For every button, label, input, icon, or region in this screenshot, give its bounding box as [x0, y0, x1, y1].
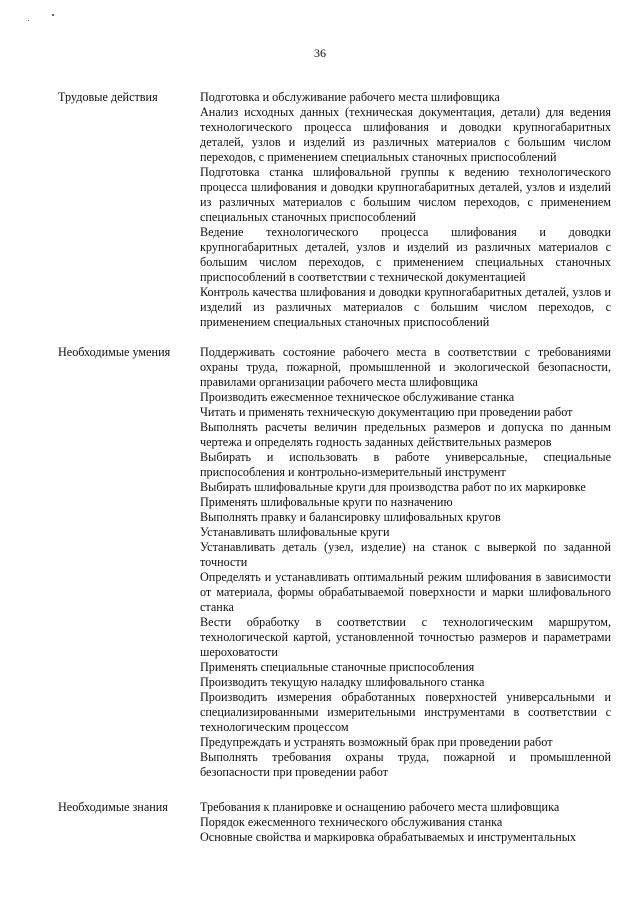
- section-items: [200, 90, 611, 330]
- list-item: Выполнять правку и балансировку шлифовальных кругов: [200, 510, 501, 524]
- list-item: Применять шлифовальные круги по назначению: [200, 495, 453, 509]
- list-item: Выбирать шлифовальные круги для производства работ по их маркировке: [200, 480, 586, 494]
- list-item: Применять специальные станочные приспособления: [200, 660, 475, 674]
- list-item: Читать и применять техническую документацию при проведении работ: [200, 405, 573, 419]
- list-item: Основные свойства и маркировка обрабатываемых и инструментальных: [200, 830, 577, 844]
- list-item: Производить ежесменное техническое обслуживание станка: [200, 390, 515, 404]
- list-item: Подготовка и обслуживание рабочего места шлифовщика: [200, 90, 500, 104]
- list-item: Предупреждать и устранять возможный брак при проведении работ: [200, 735, 553, 749]
- page-number: 36: [314, 46, 326, 60]
- list-item: Вести обработку в соответствии с технологическим маршрутом, технологической картой, установленной точностью размеров и параметрами шероховатости: [200, 615, 611, 659]
- list-item: Контроль качества шлифования и доводки крупногабаритных деталей, узлов и изделий из различных материалов с большим числом переходов, с применением специальных станочных приспособлений: [200, 285, 611, 329]
- list-item: Выполнять требования охраны труда, пожарной и промышленной безопасности при проведении работ: [200, 750, 611, 779]
- section-label: Необходимые знания: [58, 800, 168, 814]
- section-label: Трудовые действия: [58, 90, 158, 104]
- list-item: Выполнять расчеты величин предельных размеров и допуска по данным чертежа и определять годность заданных действительных размеров: [200, 420, 611, 449]
- list-item: Порядок ежесменного технического обслуживания станка: [200, 815, 503, 829]
- list-item: Анализ исходных данных (техническая документация, детали) для ведения технологического процесса шлифования и доводки крупногабаритных деталей, узлов и изделий из различных материалов с большим числом переходов, с применением специальных станочных приспособлений: [200, 105, 611, 164]
- scan-speck: [28, 20, 29, 21]
- list-item: Ведение технологического процесса шлифования и доводки крупногабаритных деталей, узлов и изделий из различных материалов с большим числом переходов, с применением специальных станочных приспособлений в соответствии с технической документацией: [200, 225, 611, 284]
- list-item: Поддерживать состояние рабочего места в соответствии с требованиями охраны труда, пожарной, промышленной и экологической безопасности, правилами организации рабочего места шлифовщика: [200, 345, 611, 389]
- list-item: Определять и устанавливать оптимальный режим шлифования в зависимости от материала, формы обрабатываемой поверхности и марки шлифовального станка: [200, 570, 611, 614]
- list-item: Выбирать и использовать в работе универсальные, специальные приспособления и контрольно-измерительный инструмент: [200, 450, 611, 479]
- section-label: Необходимые умения: [58, 345, 171, 359]
- list-item: Устанавливать деталь (узел, изделие) на станок с выверкой по заданной точности: [200, 540, 611, 569]
- list-item: Производить измерения обработанных поверхностей универсальными и специализированными измерительными инструментами в соответствии с технологическим процессом: [200, 690, 611, 734]
- list-item: Устанавливать шлифовальные круги: [200, 525, 390, 539]
- list-item: Производить текущую наладку шлифовального станка: [200, 675, 485, 689]
- list-item: Требования к планировке и оснащению рабочего места шлифовщика: [200, 800, 560, 814]
- section-items: [200, 345, 611, 780]
- section-items: [200, 800, 611, 845]
- list-item: Подготовка станка шлифовальной группы к ведению технологического процесса шлифования и доводки крупногабаритных деталей, узлов и изделий из различных материалов с большим числом переходов, с применением специальных станочных приспособлений: [200, 165, 611, 224]
- scan-speck: [52, 14, 54, 16]
